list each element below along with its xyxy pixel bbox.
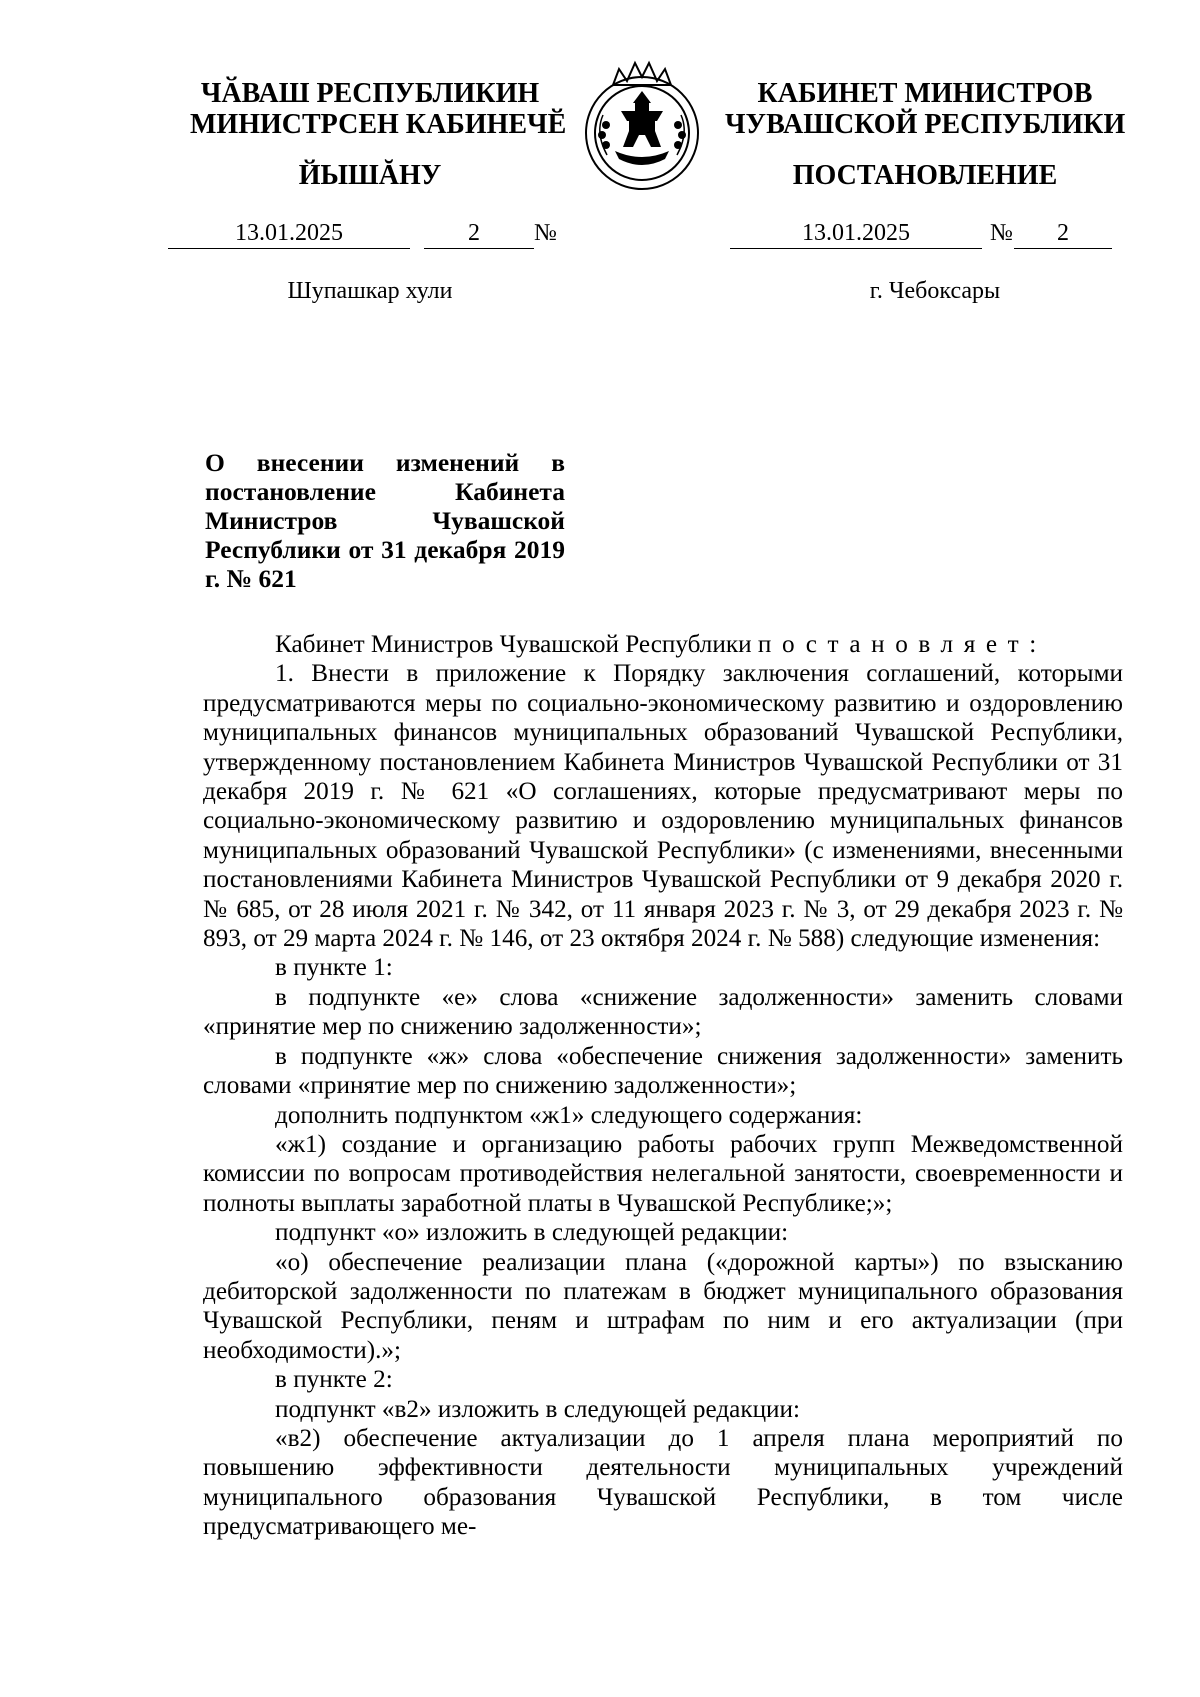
body-intro [203,630,1123,659]
body-paragraph: в подпункте «е» слова «снижение задолженности» заменить словами «принятие мер по снижению задолженности»; [203,983,1123,1041]
left-date: 13.01.2025 [235,220,343,246]
right-number-underline [1014,248,1112,249]
body-paragraph: «ж1) создание и организацию работы рабочих групп Межведомственной комиссии по вопросам противодействия нелегальной занятости, своевременности и полноты выплаты заработной платы в Чувашской Республике;»; [203,1130,1123,1217]
right-city: г. Чебоксары [869,278,1001,304]
left-city: Шупашкар хули [287,278,453,304]
body-paragraph: дополнить подпунктом «ж1» следующего содержания: [275,1101,863,1129]
body-paragraph: в пункте 1: [275,954,393,982]
body-paragraph: в пункте 2: [275,1366,393,1394]
intro-text: Кабинет Министров Чувашской Республики [275,631,758,658]
right-org-name [725,78,1125,140]
chuvash-republic-emblem-icon [573,55,711,193]
right-org-line2: ЧУВАШСКОЙ РЕСПУБЛИКИ [725,109,1126,140]
left-org-line2: МИНИСТРСЕН КАБИНЕЧӖ [190,109,567,140]
left-number: 2 [468,220,480,246]
document-body [203,630,1123,1542]
right-number: 2 [1057,220,1069,246]
body-paragraph: подпункт «о» изложить в следующей редакции: [275,1219,789,1247]
right-number-sign: № [990,220,1013,246]
body-paragraph: «в2) обеспечение актуализации до 1 апреля плана мероприятий по повышению эффективности деятельности муниципальных учреждений муниципального образования Чувашской Республики, в том числе предусматривающего ме- [203,1424,1123,1541]
body-paragraph: в подпункте «ж» слова «обеспечение снижения задолженности» заменить словами «принятие мер по снижению задолженности»; [203,1042,1123,1100]
right-doc-type: ПОСТАНОВЛЕНИЕ [792,160,1058,191]
left-org-line1: ЧӐВАШ РЕСПУБЛИКИН [200,78,540,109]
left-doc-type: ЙЫШĂНУ [298,160,442,191]
left-org-name [190,78,567,140]
intro-verb: постановляет: [757,631,1047,658]
left-number-underline [424,248,534,249]
right-date-underline [730,248,982,249]
right-org-line1: КАБИНЕТ МИНИСТРОВ [757,78,1093,109]
right-date: 13.01.2025 [802,220,910,246]
body-paragraph: подпункт «в2» изложить в следующей редакции: [275,1395,801,1423]
body-paragraph: «о) обеспечение реализации плана («дорожной карты») по взысканию дебиторской задолженности по платежам в бюджет муниципального образования Чувашской Республики, пеням и штрафам по ним и его актуализации (при необходимости).»; [203,1248,1123,1364]
left-number-sign: № [534,220,557,246]
body-paragraph: 1. Внести в приложение к Порядку заключения соглашений, которыми предусматриваются меры по социально-экономическому развитию и оздоровлению муниципальных финансов муниципальных образований Чувашской Республики, утвержденному постановлением Кабинета Министров Чувашской Республики от 31 декабря 2019 г. № 621 «О соглашениях, которые предусматривают меры по социально-экономическому развитию и оздоровлению муниципальных финансов муниципальных образований Чувашской Республики» (с изменениями, внесенными постановлениями Кабинета Министров Чувашской Республики от 9 декабря 2020 г. № 685, от 28 июля 2021 г. № 342, от 11 января 2023 г. № 3, от 29 декабря 2023 г. № 893, от 29 марта 2024 г. № 146, от 23 октября 2024 г. № 588) следующие изменения: [203,660,1123,953]
document-title: О внесении изменений в постановление Кабинета Министров Чувашской Республики от 31 декабря 2019 г. № 621 [205,448,565,593]
left-date-underline [168,248,410,249]
